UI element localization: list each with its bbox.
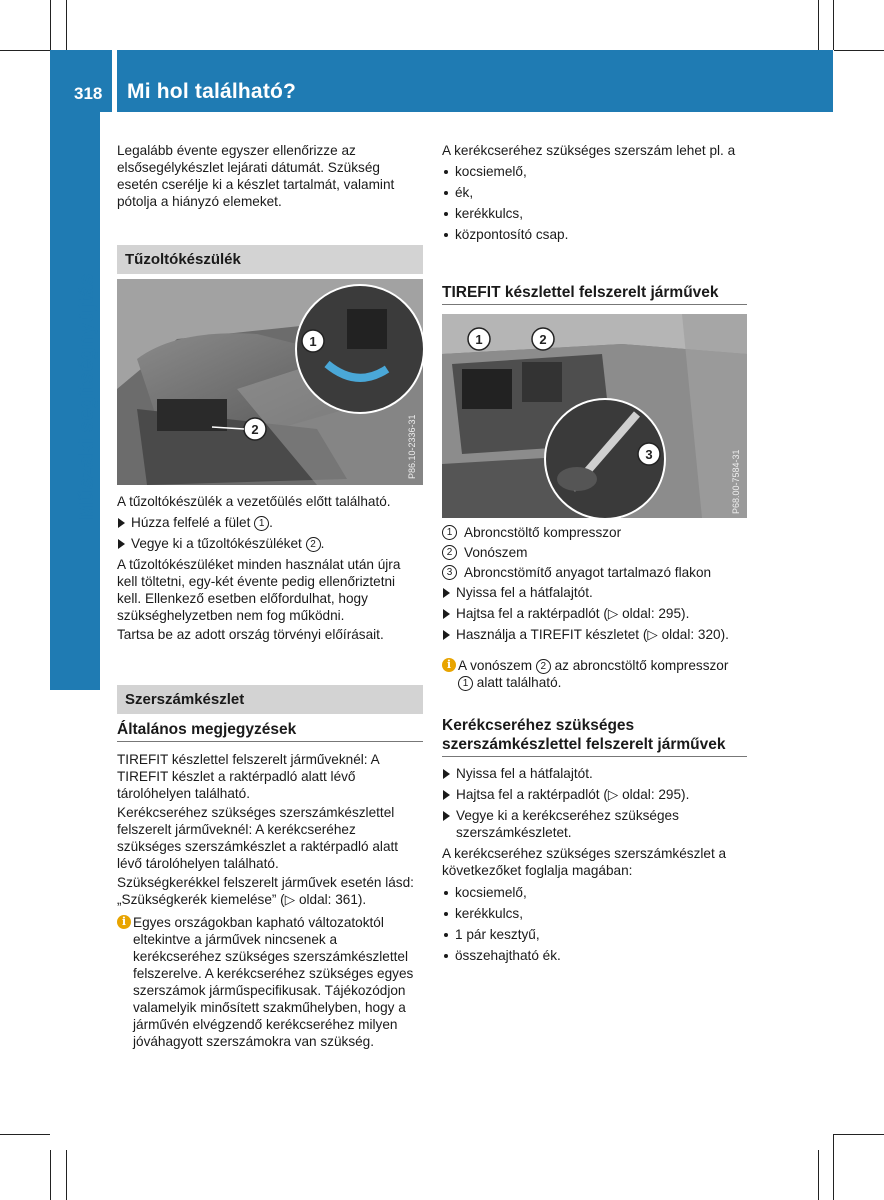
- general-paragraph-3: Szükségkerékkel felszerelt járművek esetén lásd: „Szükségkerék kiemelése” (▷ oldal: 361).: [117, 875, 414, 907]
- wheel-kit-text: A kerékcseréhez szükséges szerszámkészlet a következőket foglalja magában:: [442, 846, 727, 878]
- wheel-kit-item: kocsiemelő,: [442, 884, 747, 901]
- wheel-kit-item: kerékkulcs,: [442, 905, 747, 922]
- crop-mark: [50, 0, 51, 50]
- callout-3: 3: [645, 447, 653, 462]
- tirefit-illustration: [442, 314, 747, 518]
- callout-2: 2: [251, 422, 259, 437]
- tirefit-step: Hajtsa fel a raktérpadlót (▷ oldal: 295).: [442, 605, 747, 622]
- fire-extinguisher-illustration: [117, 279, 423, 485]
- tirefit-text-block: [442, 524, 747, 691]
- crop-mark: [50, 1150, 51, 1200]
- tirefit-step: Nyissa fel a hátfalajtót.: [442, 584, 747, 601]
- fire-step-1: Húzza felfelé a fület 1 .: [117, 514, 423, 531]
- section-heading-tools: Szerszámkészlet: [117, 685, 423, 714]
- wheel-step: Vegye ki a kerékcseréhez szükséges szerszámkészletet.: [442, 807, 747, 841]
- wheel-kit-item: 1 pár kesztyű,: [442, 926, 747, 943]
- sidebar-chapter-label: Műszaki segítségnyújtás: [75, 273, 98, 520]
- general-paragraph-2: Kerékcseréhez szükséges szerszámkészlettel felszerelt járműveknél: A kerékcseréhez szükséges szerszámkészlet a raktérpadló alatt lévő tárolóhelyen található.: [117, 805, 399, 871]
- crop-mark: [66, 1150, 67, 1200]
- image-code: P68.00-7584-31: [731, 449, 741, 514]
- crop-mark: [833, 1134, 834, 1200]
- page-number: 318: [74, 84, 103, 103]
- callout-ref-2: 2: [306, 537, 321, 552]
- legend-item: 1 Abroncstöltő kompresszor: [442, 524, 747, 541]
- callout-1: 1: [309, 334, 317, 349]
- crop-mark: [818, 0, 819, 50]
- tool-list-item: kerékkulcs,: [442, 205, 747, 222]
- tool-list-item: központosító csap.: [442, 226, 747, 243]
- crop-mark: [834, 1134, 884, 1135]
- info-note: i Egyes országokban kapható változatoktól eltekintve a járművek nincsenek a kerékcseréhez szükséges szerszámkészlettel felszerelve. A kerékcseréhez szükséges egyes szerszámok járműspecifikusak. Tájékozódjon valamelyik minősített szakműhelyben, hogy a járművén elvégzendő kerékcseréhez milyen jóváhagyott szerszámokra van szükség.: [117, 914, 423, 1050]
- legend-item: 2 Vonószem: [442, 544, 747, 561]
- tirefit-step: Használja a TIREFIT készletet (▷ oldal: 320).: [442, 626, 747, 643]
- page-title: Mi hol található?: [127, 80, 297, 103]
- crop-mark: [66, 0, 67, 50]
- subheading-general: Általános megjegyzések: [117, 720, 423, 742]
- tirefit-info-note: i A vonószem 2 az abroncstöltő kompresszor 1 alatt található.: [442, 657, 747, 691]
- crop-mark: [833, 0, 834, 50]
- wheel-step: Hajtsa fel a raktérpadlót (▷ oldal: 295).: [442, 786, 747, 803]
- first-aid-intro: Legalább évente egyszer ellenőrizze az elsősegélykészlet lejárati dátumát. Szükség esetén cserélje ki a készlet tartalmát, valamint pótolja a hiányzó elemeket.: [117, 143, 395, 209]
- crop-mark: [834, 50, 884, 51]
- fire-location-text: A tűzoltókészülék a vezetőülés előtt található.: [117, 494, 391, 509]
- wheel-text-block: [442, 765, 747, 964]
- info-icon: i: [117, 915, 131, 929]
- crop-mark: [818, 1150, 819, 1200]
- fire-step-2: Vegye ki a tűzoltókészüléket 2 .: [117, 535, 423, 552]
- general-paragraph-1: TIREFIT készlettel felszerelt járműveknél: A TIREFIT készlet a raktérpadló alatt lévő tárolóhelyen található.: [117, 752, 379, 801]
- right-column-top: [442, 142, 747, 243]
- section-heading-fire: Tűzoltókészülék: [117, 245, 423, 274]
- wheel-kit-item: összehajtható ék.: [442, 947, 747, 964]
- crop-mark: [0, 1134, 50, 1135]
- callout-ref-1: 1: [254, 516, 269, 531]
- wheel-step: Nyissa fel a hátfalajtót.: [442, 765, 747, 782]
- callout-1: 1: [475, 332, 483, 347]
- subheading-tirefit: TIREFIT készlettel felszerelt járművek: [442, 283, 747, 305]
- crop-mark: [0, 50, 50, 51]
- fire-paragraph-2: Tartsa be az adott ország törvényi előírásait.: [117, 627, 384, 642]
- callout-2: 2: [539, 332, 547, 347]
- fire-text-block: [117, 493, 423, 643]
- image-code: P86.10-2336-31: [407, 414, 417, 479]
- tool-list-item: kocsiemelő,: [442, 163, 747, 180]
- subheading-wheel-change: Kerékcseréhez szükséges szerszámkészlettel felszerelt járművek: [442, 716, 747, 757]
- general-text-block: [117, 751, 423, 1050]
- fire-paragraph-1: A tűzoltókészüléket minden használat után újra kell töltetni, egy-két évente pedig ellenőriztetni kell. Ellenkező esetben előfordulhat, hogy szükséghelyzetben nem fog működni.: [117, 557, 401, 623]
- legend-item: 3 Abroncstömítő anyagot tartalmazó flakon: [442, 564, 747, 581]
- info-icon: i: [442, 658, 456, 672]
- tool-intro: A kerékcseréhez szükséges szerszám lehet pl. a: [442, 143, 736, 158]
- left-column: [117, 142, 423, 210]
- tool-list-item: ék,: [442, 184, 747, 201]
